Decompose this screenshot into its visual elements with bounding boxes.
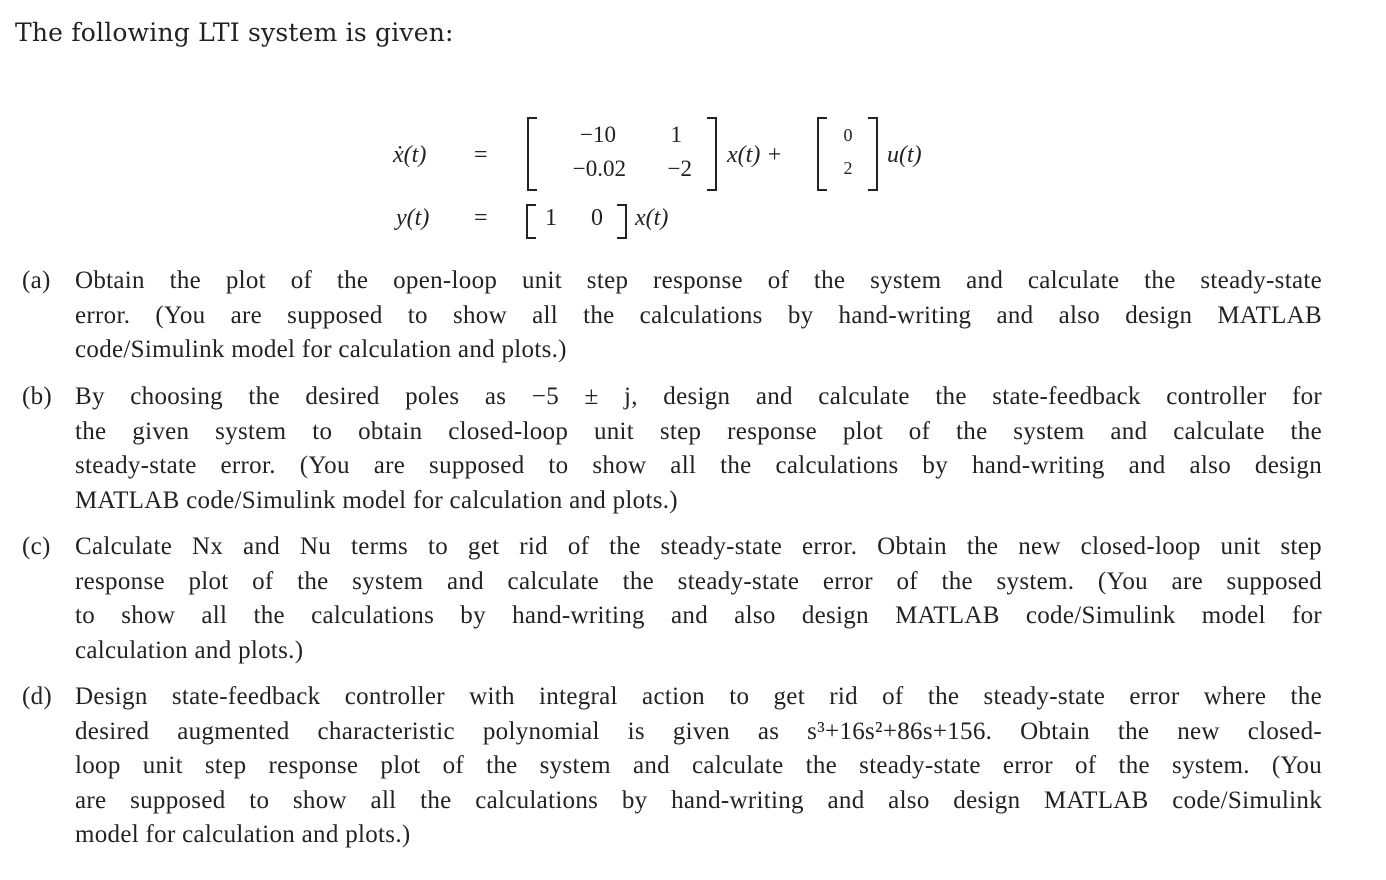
output-lhs: y(t) xyxy=(396,205,430,231)
item-label: (b) xyxy=(22,383,53,410)
item-line: the given system to obtain closed-loop unit step response plot of the system and calculate the xyxy=(75,417,1322,445)
u-term: u(t) xyxy=(887,142,922,168)
matrix-b-cell: 2 xyxy=(843,158,853,178)
matrix-a-right-bracket xyxy=(707,117,717,191)
item-line: steady-state error. (You are supposed to show all the calculations by hand-writing and also design xyxy=(75,452,1322,479)
matrix-a-left-bracket xyxy=(527,117,537,191)
item-line: model for calculation and plots.) xyxy=(75,821,411,848)
matrix-b-right-bracket xyxy=(868,117,878,191)
matrix-b-cell: 0 xyxy=(843,125,853,145)
x-term: x(t) + xyxy=(727,142,783,168)
item-label: (d) xyxy=(22,683,53,710)
matrix-a-cell: 1 xyxy=(670,122,682,147)
question-item-d xyxy=(22,680,1322,853)
matrix-c-cell: 0 xyxy=(591,205,603,231)
item-label: (c) xyxy=(22,533,51,560)
item-line: MATLAB code/Simulink model for calculation and plots.) xyxy=(75,486,678,514)
item-line: By choosing the desired poles as −5 ± j, design and calculate the state-feedback controller for xyxy=(75,383,1322,410)
intro-text: The following LTI system is given: xyxy=(15,18,454,47)
item-line: desired augmented characteristic polynomial is given as s³+16s²+86s+156. Obtain the new closed- xyxy=(75,717,1322,745)
matrix-a-cell: −2 xyxy=(667,156,692,181)
state-equals: = xyxy=(474,142,488,168)
x-out-term: x(t) xyxy=(635,205,669,231)
item-label: (a) xyxy=(22,267,51,294)
matrix-c-right-bracket xyxy=(617,204,627,239)
matrix-a-cell: −10 xyxy=(580,122,616,147)
item-line: Design state-feedback controller with integral action to get rid of the steady-state error where the xyxy=(75,683,1322,710)
matrix-c-cell: 1 xyxy=(545,205,557,231)
item-line: Calculate Nx and Nu terms to get rid of the steady-state error. Obtain the new closed-loop unit step xyxy=(75,533,1322,560)
question-item-c xyxy=(22,530,1322,668)
item-line: code/Simulink model for calculation and plots.) xyxy=(75,336,567,363)
item-line: Obtain the plot of the open-loop unit step response of the system and calculate the steady-state xyxy=(75,267,1322,294)
item-line: loop unit step response plot of the system and calculate the steady-state error of the system. (You xyxy=(75,752,1322,779)
item-line: are supposed to show all the calculations by hand-writing and also design MATLAB code/Simulink xyxy=(75,786,1322,814)
output-equals: = xyxy=(474,205,488,231)
question-item-a xyxy=(22,264,1322,368)
state-lhs: ẋ(t) xyxy=(393,142,427,168)
question-item-b xyxy=(22,380,1322,518)
matrix-b-left-bracket xyxy=(817,117,827,191)
matrix-c-left-bracket xyxy=(526,204,536,239)
matrix-a-cell: −0.02 xyxy=(572,156,626,181)
item-line: error. (You are supposed to show all the calculations by hand-writing and also design MATLAB xyxy=(75,301,1322,329)
item-line: response plot of the system and calculate the steady-state error of the system. (You are supposed xyxy=(75,567,1322,595)
item-line: to show all the calculations by hand-writing and also design MATLAB code/Simulink model for xyxy=(75,602,1322,629)
item-line: calculation and plots.) xyxy=(75,636,304,664)
